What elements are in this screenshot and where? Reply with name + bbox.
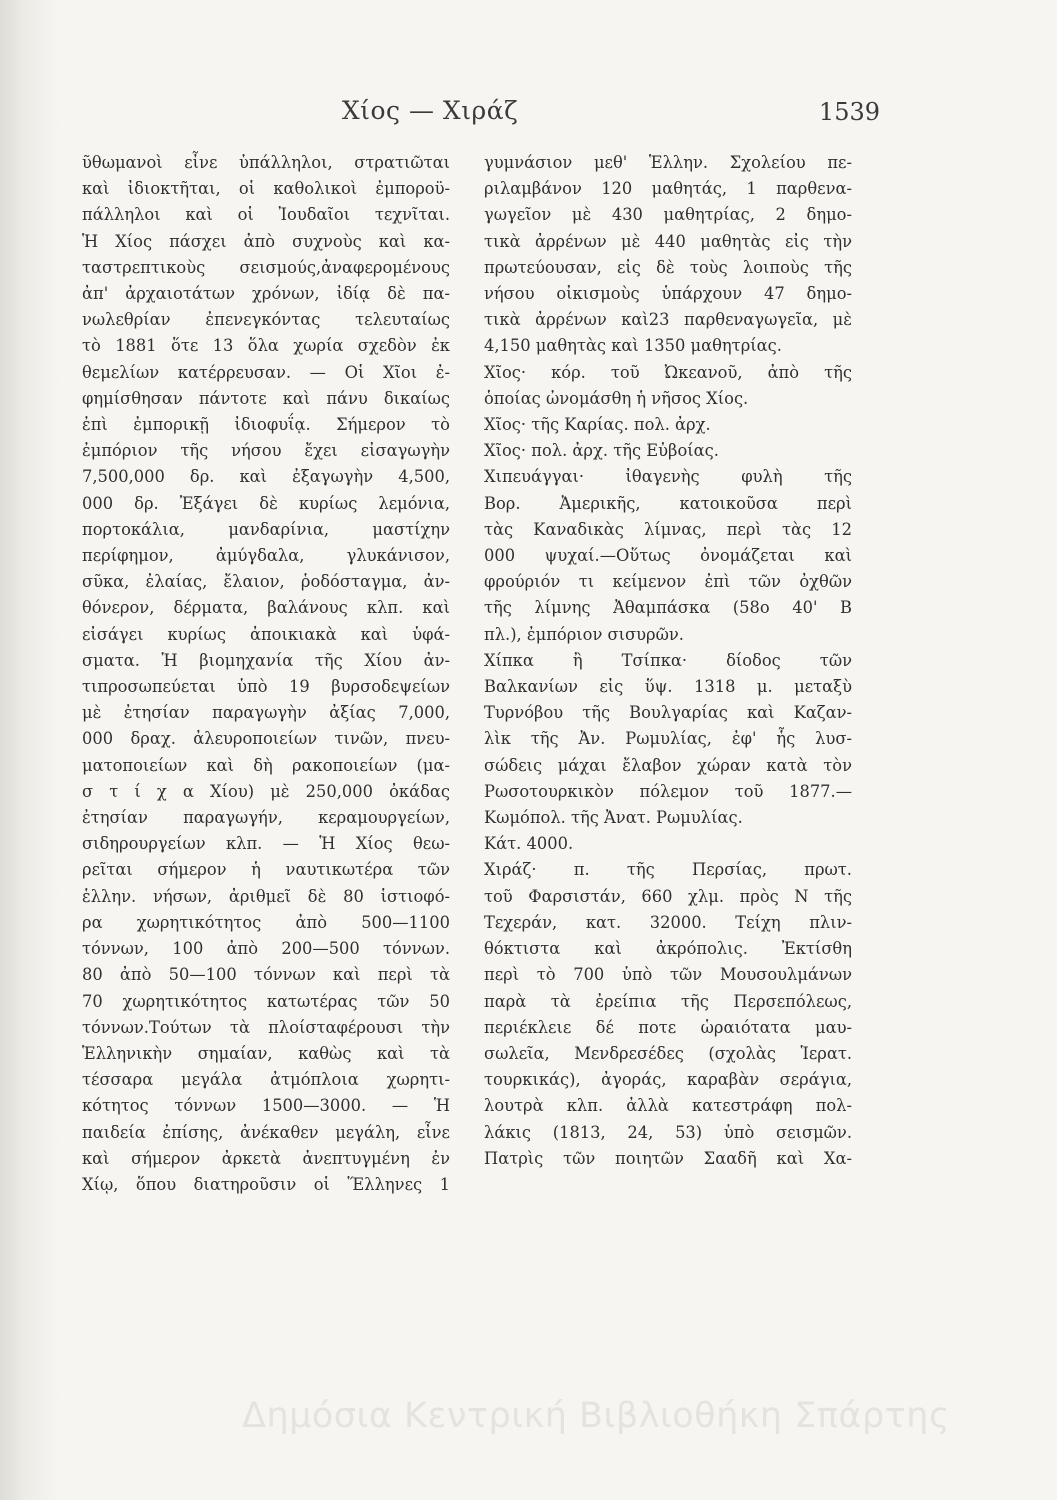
- text-line: 80 ἀπὸ 50—100 τόννων καὶ περὶ τὰ: [82, 965, 450, 985]
- page-number: 1539: [818, 98, 880, 126]
- text-line: ἐτησίαν παραγωγήν, κεραμουργείων,: [82, 808, 450, 828]
- text-line: Ἑλληνικὴν σημαίαν, καθὼς καὶ τὰ: [82, 1043, 450, 1063]
- text-line: πρωτεύουσαν, εἰς δὲ τοὺς λοιποὺς τῆς: [484, 257, 852, 277]
- text-line: ῦθωμανοὶ εἶνε ὑπάλληλοι, στρατιῶται: [82, 153, 450, 172]
- text-line: τῆς λίμνης Ἀθαμπάσκα (58ο 40' Β: [484, 598, 852, 618]
- text-line: Τυρνόβου τῆς Βουλγαρίας καὶ Καζαν-: [484, 703, 852, 723]
- text-line: θεμελίων κατέρρευσαν. — Οἱ Χῖοι ἐ-: [82, 362, 450, 382]
- right-text-column: [484, 150, 852, 1172]
- text-line: 000 δραχ. ἀλευροποιείων τινῶν, πνευ-: [82, 729, 450, 749]
- text-line: νωλεθρίαν ἐπενεγκόντας τελευταίως: [82, 310, 450, 330]
- text-line: Ἡ Χίος πάσχει ἀπὸ συχνοὺς καὶ κα-: [82, 231, 450, 251]
- text-line: Χίπκα ἢ Τσίπκα· δίοδος τῶν: [484, 650, 852, 670]
- text-line: λουτρὰ κλπ. ἀλλὰ κατεστράφη πολ-: [484, 1096, 852, 1116]
- text-line: ἐπὶ ἐμπορικῇ ἰδιοφυΐᾳ. Σήμερον τὸ: [82, 415, 450, 435]
- text-line: Χιράζ· π. τῆς Περσίας, πρωτ.: [484, 860, 852, 880]
- text-line: τικὰ ἀρρένων μὲ 440 μαθητὰς εἰς τὴν: [484, 231, 852, 251]
- text-line: καὶ σήμερον ἀρκετὰ ἀνεπτυγμένη ἐν: [82, 1148, 450, 1168]
- text-line: λάκις (1813, 24, 53) ὑπὸ σεισμῶν.: [484, 1122, 852, 1142]
- text-line: φημίσθησαν πάντοτε καὶ πάνυ δικαίως: [82, 388, 450, 408]
- text-line: πάλληλοι καὶ οἱ Ἰουδαῖοι τεχνῖται.: [82, 205, 450, 225]
- text-line: σωλεῖα, Μενδρεσέδες (σχολὰς Ἱερατ.: [484, 1043, 852, 1063]
- text-line: Χῖος· κόρ. τοῦ Ὠκεανοῦ, ἀπὸ τῆς: [484, 362, 852, 382]
- text-line: Χίῳ, ὅπου διατηροῦσιν οἱ Ἕλληνες 1: [82, 1174, 450, 1194]
- text-line: Ρωσοτουρκικὸν πόλεμον τοῦ 1877.—: [484, 781, 852, 801]
- text-line: σῦκα, ἐλαίας, ἔλαιον, ῥοδόσταγμα, ἀν-: [82, 572, 450, 592]
- text-line: ἑλλην. νήσων, ἀριθμεῖ δὲ 80 ἱστιοφό-: [82, 886, 450, 906]
- text-line: μὲ ἐτησίαν παραγωγὴν ἀξίας 7,000,: [82, 703, 450, 723]
- text-line: περὶ τὸ 700 ὑπὸ τῶν Μουσουλμάνων: [484, 965, 852, 985]
- text-line: σιδηρουργείων κλπ. — Ἡ Χίος θεω-: [82, 834, 450, 854]
- text-line: περιέκλειε δέ ποτε ὡραιότατα μαυ-: [484, 1017, 852, 1037]
- page-header: [120, 96, 880, 136]
- text-line: πλ.), ἐμπόριον σισυρῶν.: [484, 624, 684, 644]
- text-line: Κωμόπολ. τῆς Ἀνατ. Ρωμυλίας.: [484, 808, 743, 828]
- text-line: καὶ ἰδιοκτῆται, οἱ καθολικοὶ ἐμποροϋ-: [82, 179, 450, 199]
- text-line: σώδεις μάχαι ἔλαβον χώραν κατὰ τὸν: [484, 755, 852, 775]
- text-line: εἰσάγει κυρίως ἀποικιακὰ καὶ ὑφά-: [82, 624, 450, 644]
- text-line: Χῖος· τῆς Καρίας. πολ. ἀρχ.: [484, 415, 711, 435]
- text-line: τικὰ ἀρρένων καὶ23 παρθεναγωγεῖα, μὲ: [484, 310, 852, 330]
- text-line: τουρκικάς), ἀγοράς, καραβὰν σεράγια,: [484, 1070, 852, 1090]
- text-line: παρὰ τὰ ἐρείπια τῆς Περσεπόλεως,: [484, 991, 852, 1011]
- text-line: τιπροσωπεύεται ὑπὸ 19 βυρσοδεψείων: [82, 677, 450, 697]
- text-line: τόννων, 100 ἀπὸ 200—500 τόννων.: [82, 939, 450, 959]
- text-line: 4,150 μαθητὰς καὶ 1350 μαθητρίας.: [484, 336, 782, 356]
- text-line: 000 δρ. Ἐξάγει δὲ κυρίως λεμόνια,: [82, 493, 450, 513]
- text-line: τέσσαρα μεγάλα ἀτμόπλοια χωρητι-: [82, 1070, 450, 1090]
- text-line: ταστρεπτικοὺς σεισμούς,ἀναφερομένους: [82, 257, 450, 277]
- text-line: περίφημον, ἀμύγδαλα, γλυκάνισον,: [82, 546, 450, 566]
- text-line: Βορ. Ἀμερικῆς, κατοικοῦσα περὶ: [484, 493, 852, 513]
- text-line: θόκτιστα καὶ ἀκρόπολις. Ἐκτίσθη: [484, 939, 852, 959]
- text-line: ρεῖται σήμερον ἡ ναυτικωτέρα τῶν: [82, 860, 450, 880]
- text-line: τὸ 1881 ὅτε 13 ὅλα χωρία σχεδὸν ἐκ: [82, 336, 450, 356]
- text-line: ἐμπόριον τῆς νήσου ἔχει εἰσαγωγὴν: [82, 441, 450, 461]
- text-line: τοῦ Φαρσιστάν, 660 χλμ. πρὸς Ν τῆς: [484, 886, 852, 906]
- text-line: φρούριόν τι κείμενον ἐπὶ τῶν ὀχθῶν: [484, 572, 852, 592]
- text-line: τόννων.Τούτων τὰ πλοίσταφέρουσι τὴν: [82, 1017, 450, 1037]
- text-line: Πατρὶς τῶν ποιητῶν Σααδῆ καὶ Χα-: [484, 1148, 852, 1168]
- text-line: ριλαμβάνον 120 μαθητάς, 1 παρθενα-: [484, 179, 852, 199]
- left-text-column: [82, 150, 450, 1198]
- text-line: 70 χωρητικότητος κατωτέρας τῶν 50: [82, 991, 450, 1011]
- running-title: Χίος — Χιράζ: [341, 96, 519, 125]
- text-line: Χιπευάγγαι· ἰθαγενὴς φυλὴ τῆς: [484, 467, 852, 487]
- text-line: παιδεία ἐπίσης, ἀνέκαθεν μεγάλη, εἶνε: [82, 1122, 450, 1142]
- page-edge-shadow: [0, 0, 60, 1500]
- text-line: ρα χωρητικότητος ἀπὸ 500—1100: [82, 912, 450, 932]
- text-line: Βαλκανίων εἰς ὕψ. 1318 μ. μεταξὺ: [484, 677, 852, 697]
- text-line: 7,500,000 δρ. καὶ ἐξαγωγὴν 4,500,: [82, 467, 450, 487]
- text-line: Κάτ. 4000.: [484, 834, 574, 854]
- text-line: κότητος τόννων 1500—3000. — Ἡ: [82, 1096, 450, 1116]
- text-line: ὁποίας ὠνομάσθη ἡ νῆσος Χίος.: [484, 388, 749, 408]
- text-line: σ τ ί χ α Χίου) μὲ 250,000 ὀκάδας: [82, 781, 450, 801]
- text-line: θόνερον, δέρματα, βαλάνους κλπ. καὶ: [82, 598, 450, 618]
- text-line: Χῖος· πολ. ἀρχ. τῆς Εὐβοίας.: [484, 441, 719, 461]
- text-line: γωγεῖον μὲ 430 μαθητρίας, 2 δημο-: [484, 205, 852, 225]
- text-line: πορτοκάλια, μανδαρίνια, μαστίχην: [82, 519, 450, 539]
- text-line: ἀπ' ἀρχαιοτάτων χρόνων, ἰδίᾳ δὲ πα-: [82, 284, 450, 304]
- text-line: 000 ψυχαί.—Οὕτως ὀνομάζεται καὶ: [484, 546, 852, 566]
- text-line: Τεχεράν, κατ. 32000. Τείχη πλιν-: [484, 912, 852, 932]
- text-line: ματοποιείων καὶ δὴ ρακοποιείων (μα-: [82, 755, 450, 775]
- text-line: νήσου οἰκισμοὺς ὑπάρχουν 47 δημο-: [484, 284, 852, 304]
- text-line: σματα. Ἡ βιομηχανία τῆς Χίου ἀν-: [82, 650, 450, 670]
- text-line: τὰς Καναδικὰς λίμνας, περὶ τὰς 12: [484, 519, 852, 539]
- text-line: γυμνάσιον μεθ' Ἑλλην. Σχολείου πε-: [484, 153, 852, 172]
- text-line: λὶκ τῆς Ἀν. Ρωμυλίας, ἐφ' ἧς λυσ-: [484, 729, 852, 749]
- library-watermark: Δημόσια Κεντρική Βιβλιοθήκη Σπάρτης: [242, 1396, 950, 1436]
